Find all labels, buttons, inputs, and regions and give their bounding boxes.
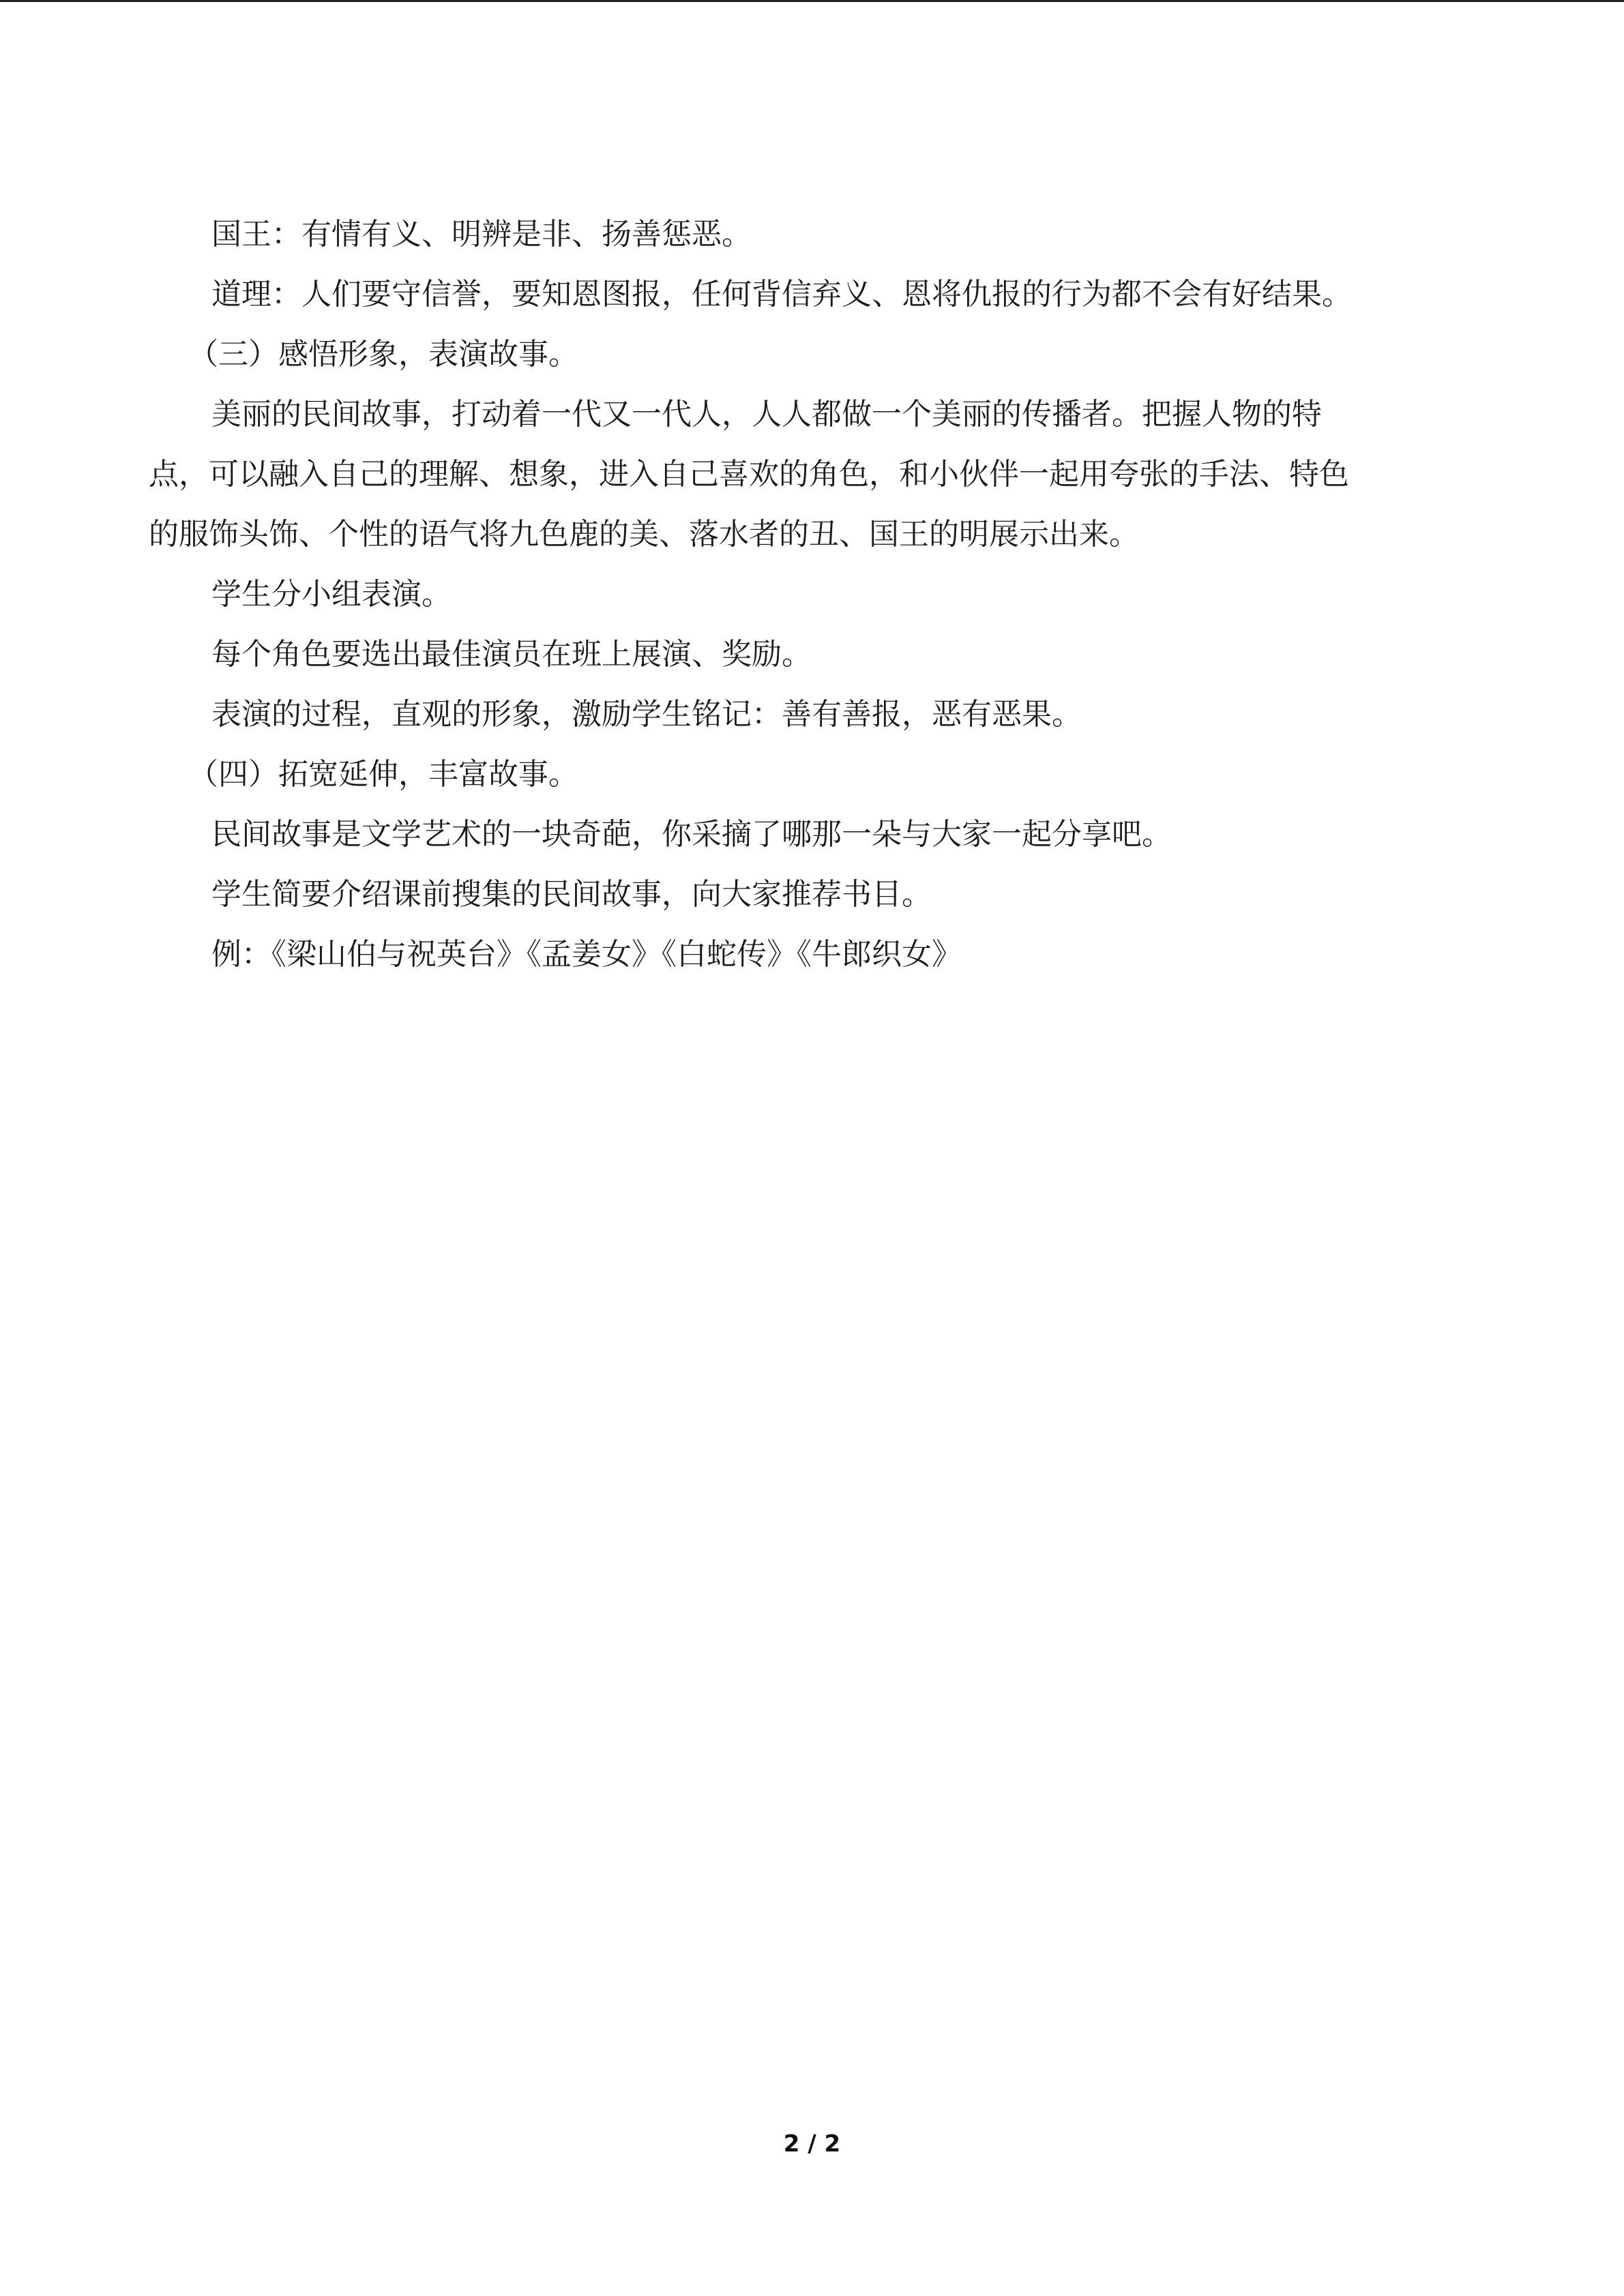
paragraph-king-traits: 国王：有情有义、明辨是非、扬善惩恶。	[211, 217, 752, 252]
paragraph-performance-intro-cont-2	[149, 505, 1468, 565]
paragraph-performance-intro-cont-1	[149, 445, 1468, 505]
paragraph-line: 点，可以融入自己的理解、想象，进入自己喜欢的角色，和小伙伴一起用夸张的手法、特色	[149, 457, 1349, 492]
page-number: 2 / 2	[783, 2130, 841, 2158]
paragraph-examples: 例：《梁山伯与祝英台》《孟姜女》《白蛇传》《牛郎织女》	[211, 937, 962, 972]
top-border-line	[0, 0, 1624, 2]
paragraph-line: 的服饰头饰、个性的语气将九色鹿的美、落水者的丑、国王的明展示出来。	[149, 517, 1139, 552]
paragraph-performance-intro	[149, 385, 1468, 445]
paragraph-line: 美丽的民间故事，打动着一代又一代人，人人都做一个美丽的传播者。把握人物的特	[211, 397, 1322, 432]
paragraph-folk-tales: 民间故事是文学艺术的一块奇葩，你采摘了哪那一朵与大家一起分享吧。	[211, 817, 1172, 852]
section-heading-4: （四）拓宽延伸，丰富故事。	[188, 757, 578, 792]
paragraph-student-recommend: 学生简要介绍课前搜集的民间故事，向大家推荐书目。	[211, 877, 932, 912]
paragraph-performance-process: 表演的过程，直观的形象，激励学生铭记：善有善报，恶有恶果。	[211, 697, 1082, 732]
paragraph-best-actor: 每个角色要选出最佳演员在班上展演、奖励。	[211, 637, 812, 672]
paragraph-group-performance: 学生分小组表演。	[211, 577, 452, 612]
document-body	[149, 205, 1468, 985]
paragraph-moral: 道理：人们要守信誉，要知恩图报，任何背信弃义、恩将仇报的行为都不会有好结果。	[211, 277, 1352, 312]
section-heading-3: （三）感悟形象，表演故事。	[188, 337, 578, 372]
